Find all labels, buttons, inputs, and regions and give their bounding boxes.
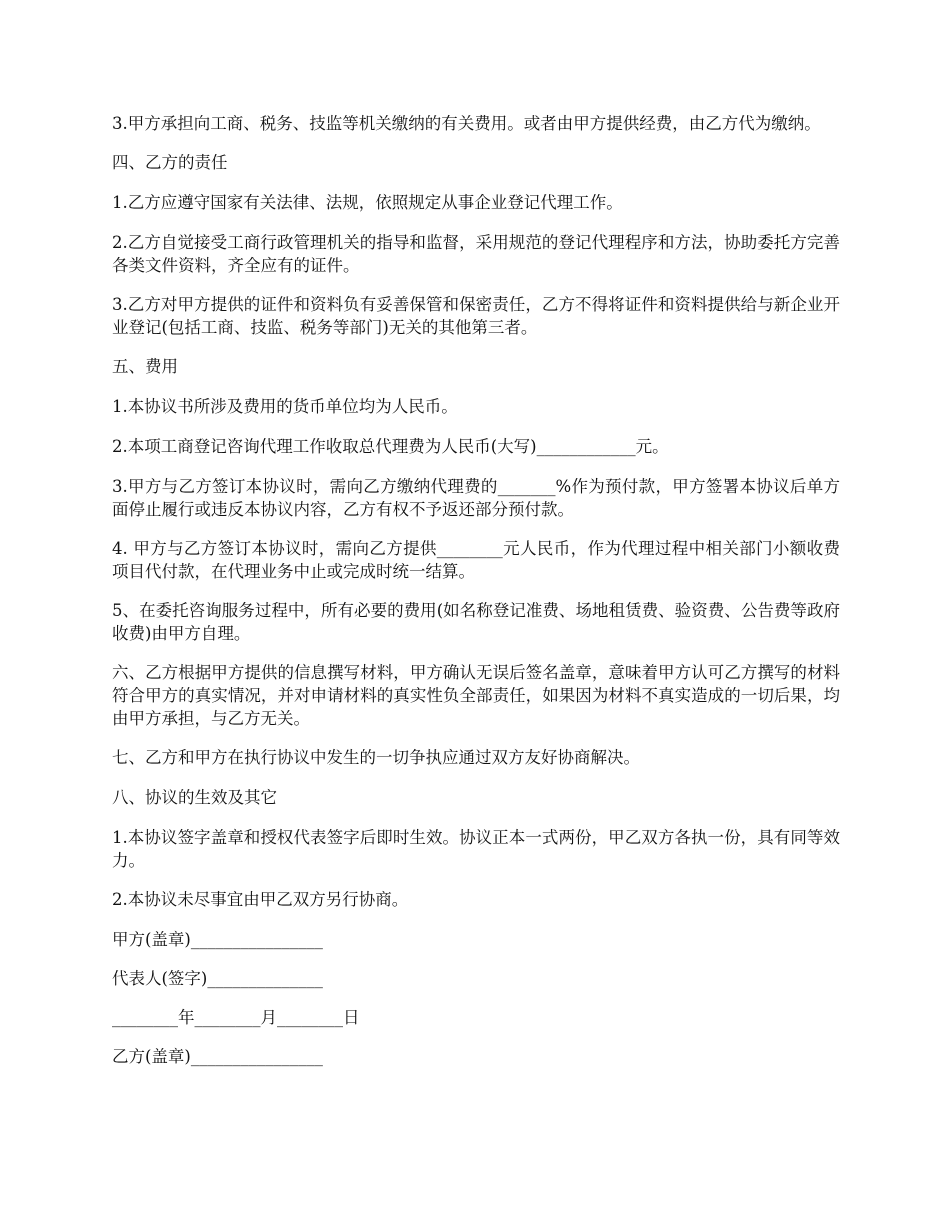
clause-4-advance-payment: 4. 甲方与乙方签订本协议时，需向乙方提供________元人民币，作为代理过程中相关部门小额收费项目代付款，在代理业务中止或完成时统一结算。	[112, 539, 840, 581]
section-heading-party-b-duties: 四、乙方的责任	[112, 153, 228, 172]
clause-2-supervision: 2.乙方自觉接受工商行政管理机关的指导和监督，采用规范的登记代理程序和方法，协助委托方完善各类文件资料，齐全应有的证件。	[112, 233, 840, 275]
clause-1-comply-law: 1.乙方应遵守国家有关法律、法规，依照规定从事企业登记代理工作。	[112, 193, 623, 212]
clause-2-total-fee: 2.本项工商登记咨询代理工作收取总代理费为人民币(大写)____________元。	[112, 437, 669, 456]
document-page	[112, 112, 840, 1084]
clause-1-effective: 1.本协议签字盖章和授权代表签字后即时生效。协议正本一式两份，甲乙双方各执一份，具有同等效力。	[112, 828, 840, 870]
section-6-materials: 六、乙方根据甲方提供的信息撰写材料，甲方确认无误后签名盖章，意味着甲方认可乙方撰写的材料符合甲方的真实情况，并对申请材料的真实性负全部责任，如果因为材料不真实造成的一切后果，均由甲方承担，与乙方无关。	[112, 663, 840, 728]
clause-3-confidentiality: 3.乙方对甲方提供的证件和资料负有妥善保管和保密责任，乙方不得将证件和资料提供给与新企业开业登记(包括工商、技监、税务等部门)无关的其他第三者。	[112, 295, 840, 337]
clause-3-party-a-fees: 3.甲方承担向工商、税务、技监等机关缴纳的有关费用。或者由甲方提供经费，由乙方代为缴纳。	[112, 114, 821, 133]
signature-party-b: 乙方(盖章)________________	[112, 1047, 323, 1066]
signature-party-a: 甲方(盖章)________________	[112, 930, 323, 949]
signature-representative: 代表人(签字)______________	[112, 969, 323, 988]
section-heading-fees: 五、费用	[112, 357, 178, 376]
clause-3-prepayment: 3.甲方与乙方签订本协议时，需向乙方缴纳代理费的_______%作为预付款，甲方签署本协议后单方面停止履行或违反本协议内容，乙方有权不予返还部分预付款。	[112, 477, 840, 519]
clause-1-currency: 1.本协议书所涉及费用的货币单位均为人民币。	[112, 397, 458, 416]
clause-2-other-matters: 2.本协议未尽事宜由甲乙双方另行协商。	[112, 890, 409, 909]
clause-5-government-fees: 5、在委托咨询服务过程中，所有必要的费用(如名称登记准费、场地租赁费、验资费、公告费等政府收费)由甲方自理。	[112, 601, 840, 643]
section-7-disputes: 七、乙方和甲方在执行协议中发生的一切争执应通过双方友好协商解决。	[112, 748, 640, 767]
section-heading-effectiveness: 八、协议的生效及其它	[112, 788, 277, 807]
signature-date: ________年________月________日	[112, 1008, 360, 1027]
